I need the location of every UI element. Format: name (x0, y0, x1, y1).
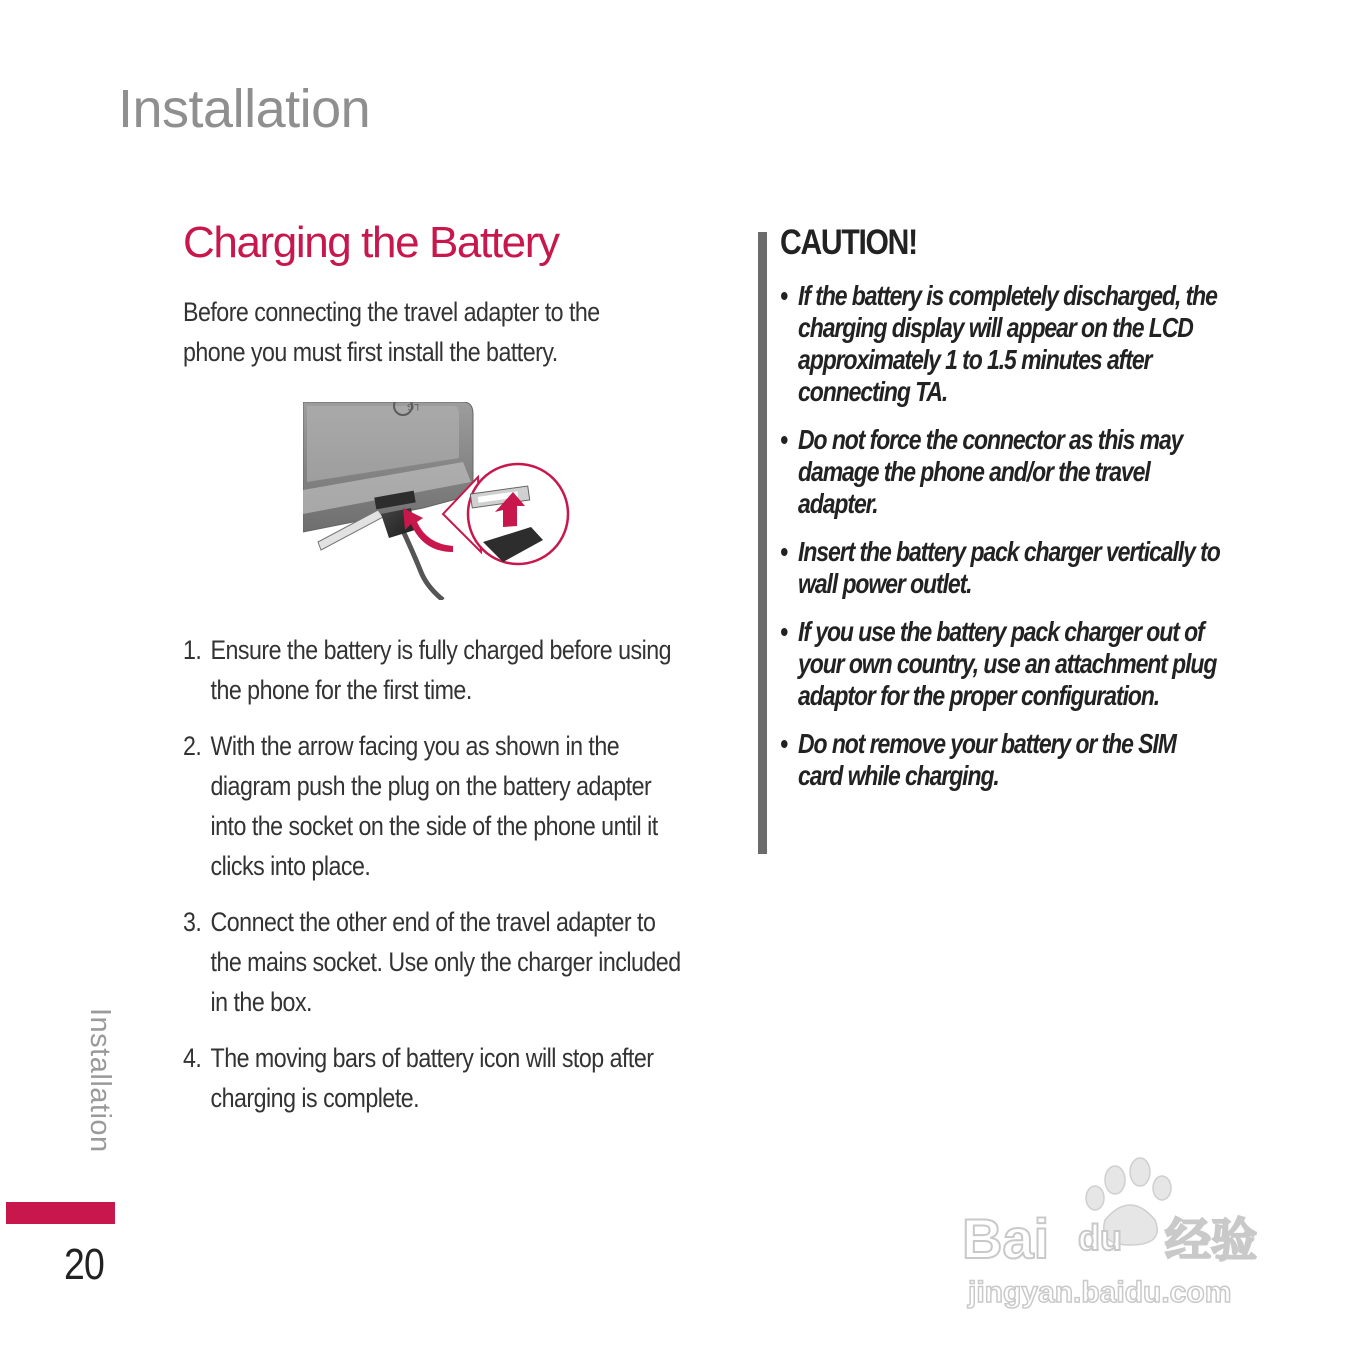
list-item (183, 726, 682, 886)
caution-title: CAUTION! (780, 223, 917, 262)
caution-bar (758, 232, 767, 854)
watermark-cn: 经验 (1165, 1213, 1257, 1267)
intro-paragraph: Before connecting the travel adapter to the phone you must first install the battery. (183, 297, 600, 367)
step-number: 3. (183, 907, 202, 937)
page-marker-bar (6, 1202, 115, 1224)
page-heading: Charging the Battery (183, 218, 559, 267)
caution-text: Do not force the connector as this may damage the phone and/or the travel adapter. (798, 424, 1183, 519)
phone-charging-diagram (303, 402, 573, 600)
list-item (183, 1038, 682, 1118)
list-item (780, 728, 1223, 792)
section-title: Installation (118, 79, 371, 139)
step-text: With the arrow facing you as shown in the diagram push the plug on the battery adapter into the socket on the side of the phone until it clicks into place. (210, 731, 658, 881)
step-text: Ensure the battery is fully charged before using the phone for the first time. (210, 635, 672, 705)
side-tab (82, 1008, 116, 1158)
watermark-du: du (1078, 1217, 1122, 1258)
baidu-paw-icon (940, 1150, 1280, 1320)
caution-text: If the battery is completely discharged, the charging display will appear on the LCD approximately 1 to 1.5 minutes after connecting TA. (798, 280, 1217, 407)
watermark-brand: Bai (962, 1207, 1050, 1270)
baidu-watermark (940, 1150, 1280, 1320)
bullet-icon: • (780, 728, 787, 759)
step-number: 4. (183, 1043, 202, 1073)
watermark-url: jingyan.baidu.com (968, 1276, 1232, 1309)
bullet-icon: • (780, 280, 787, 311)
steps-list (183, 630, 682, 1134)
caution-list (780, 280, 1223, 808)
step-number: 1. (183, 635, 202, 665)
bullet-icon: • (780, 424, 787, 455)
list-item (183, 902, 682, 1022)
step-number: 2. (183, 731, 202, 761)
charging-illustration (303, 402, 573, 600)
caution-text: If you use the battery pack charger out of your own country, use an attachment plug adaptor for the proper configuration. (798, 616, 1217, 711)
caution-text: Insert the battery pack charger vertically to wall power outlet. (798, 536, 1220, 599)
step-text: The moving bars of battery icon will stop after charging is complete. (210, 1043, 654, 1113)
caution-text: Do not remove your battery or the SIM card while charging. (798, 728, 1176, 791)
bullet-icon: • (780, 536, 787, 567)
list-item (780, 616, 1223, 712)
list-item (780, 424, 1223, 520)
bullet-icon: • (780, 616, 787, 647)
page-number: 20 (64, 1240, 104, 1289)
list-item (780, 280, 1223, 408)
list-item (183, 630, 682, 710)
side-label: Installation (84, 1008, 116, 1153)
lg-logo-text: LG (406, 402, 419, 412)
list-item (780, 536, 1223, 600)
step-text: Connect the other end of the travel adapter to the mains socket. Use only the charger included in the box. (210, 907, 681, 1017)
